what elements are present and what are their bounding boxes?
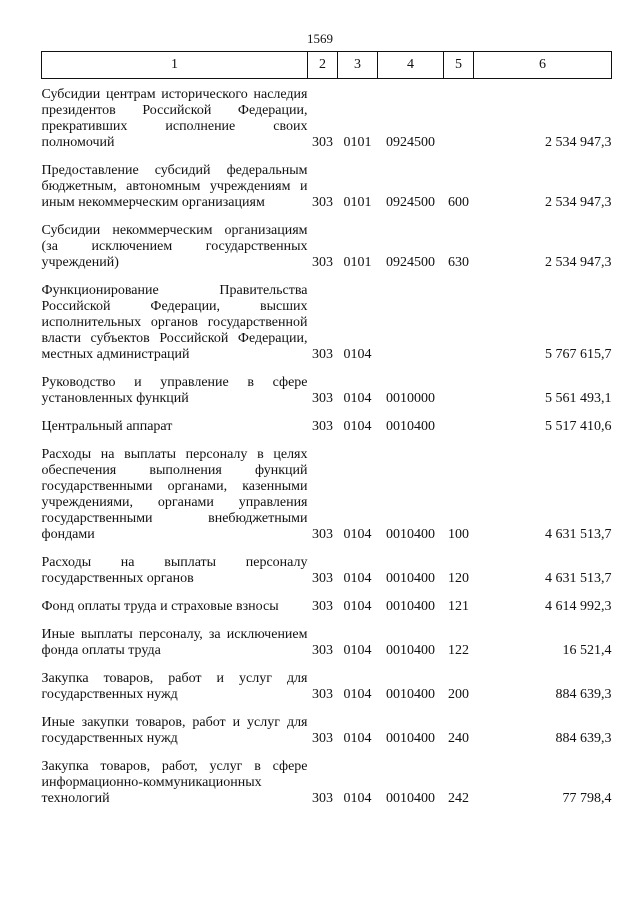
section-code: 0104 <box>343 527 372 542</box>
table-row <box>42 587 612 615</box>
expense-type-code: 122 <box>448 643 469 658</box>
col-header-target: 4 <box>378 52 444 79</box>
col-header-expense: 5 <box>444 52 474 79</box>
col-header-ministry: 2 <box>308 52 338 79</box>
target-code: 0010000 <box>386 391 435 406</box>
amount: 2 534 947,3 <box>545 195 612 210</box>
row-name: Закупка товаров, работ и услуг для государственных нужд <box>41 671 308 702</box>
section-code: 0104 <box>343 599 372 614</box>
expense-type-code <box>444 407 474 435</box>
col-header-amount: 6 <box>474 52 612 79</box>
amount: 884 639,3 <box>555 687 612 702</box>
table-row <box>42 615 612 659</box>
table-row <box>42 271 612 363</box>
row-name: Руководство и управление в сфере установленных функций <box>41 375 308 406</box>
ministry-code: 303 <box>312 527 333 542</box>
amount: 884 639,3 <box>555 731 612 746</box>
expense-type-code <box>444 79 474 152</box>
page-number: 1569 <box>307 31 333 46</box>
expense-type-code: 600 <box>448 195 469 210</box>
amount: 2 534 947,3 <box>545 135 612 150</box>
target-code: 0010400 <box>386 527 435 542</box>
ministry-code: 303 <box>312 419 333 434</box>
expense-type-code: 120 <box>448 571 469 586</box>
row-name: Иные выплаты персоналу, за исключением фонда оплаты труда <box>41 627 308 658</box>
row-name: Субсидии некоммерческим организациям (за исключением государственных учреждений) <box>41 223 308 270</box>
section-code: 0104 <box>343 391 372 406</box>
ministry-code: 303 <box>312 571 333 586</box>
table-row <box>42 211 612 271</box>
expense-type-code: 240 <box>448 731 469 746</box>
table-row <box>42 363 612 407</box>
expense-type-code: 121 <box>448 599 469 614</box>
table-row <box>42 703 612 747</box>
expense-type-code: 242 <box>448 791 469 806</box>
target-code: 0010400 <box>386 599 435 614</box>
target-code: 0010400 <box>386 571 435 586</box>
amount: 2 534 947,3 <box>545 255 612 270</box>
row-name: Предоставление субсидий федеральным бюджетным, автономным учреждениям и иным некоммерческим организациям <box>41 163 308 210</box>
ministry-code: 303 <box>312 731 333 746</box>
budget-table <box>41 51 612 807</box>
row-name: Закупка товаров, работ, услуг в сфере информационно-коммуникационных технологий <box>41 759 308 806</box>
target-code: 0010400 <box>386 687 435 702</box>
target-code: 0924500 <box>386 135 435 150</box>
table-row <box>42 543 612 587</box>
amount: 4 631 513,7 <box>545 527 612 542</box>
target-code: 0924500 <box>386 195 435 210</box>
section-code: 0104 <box>343 571 372 586</box>
row-name: Расходы на выплаты персоналу государственных органов <box>41 555 308 586</box>
ministry-code: 303 <box>312 643 333 658</box>
ministry-code: 303 <box>312 135 333 150</box>
amount: 4 614 992,3 <box>545 599 612 614</box>
expense-type-code: 630 <box>448 255 469 270</box>
row-name: Расходы на выплаты персоналу в целях обеспечения выполнения функций государственными органами, казенными учреждениями, органами управления государственными внебюджетными фондами <box>41 447 308 542</box>
target-code: 0010400 <box>386 791 435 806</box>
row-name: Функционирование Правительства Российской Федерации, высших исполнительных органов государственной власти субъектов Российской Федерации, местных администраций <box>41 283 308 362</box>
ministry-code: 303 <box>312 347 333 362</box>
ministry-code: 303 <box>312 195 333 210</box>
section-code: 0104 <box>343 731 372 746</box>
row-name: Центральный аппарат <box>41 419 173 434</box>
table-row <box>42 435 612 543</box>
expense-type-code: 100 <box>448 527 469 542</box>
section-code: 0104 <box>343 791 372 806</box>
ministry-code: 303 <box>312 687 333 702</box>
col-header-section: 3 <box>338 52 378 79</box>
table-row <box>42 407 612 435</box>
col-header-name: 1 <box>42 52 308 79</box>
target-code: 0924500 <box>386 255 435 270</box>
row-name: Иные закупки товаров, работ и услуг для государственных нужд <box>41 715 308 746</box>
expense-type-code <box>444 271 474 363</box>
ministry-code: 303 <box>312 255 333 270</box>
amount: 5 561 493,1 <box>545 391 612 406</box>
table-row <box>42 659 612 703</box>
section-code: 0101 <box>343 135 372 150</box>
section-code: 0101 <box>343 195 372 210</box>
section-code: 0104 <box>343 687 372 702</box>
ministry-code: 303 <box>312 791 333 806</box>
section-code: 0104 <box>343 347 372 362</box>
section-code: 0101 <box>343 255 372 270</box>
ministry-code: 303 <box>312 599 333 614</box>
table-row <box>42 747 612 807</box>
section-code: 0104 <box>343 643 372 658</box>
target-code: 0010400 <box>386 419 435 434</box>
expense-type-code <box>444 363 474 407</box>
expense-type-code: 200 <box>448 687 469 702</box>
amount: 16 521,4 <box>562 643 612 658</box>
ministry-code: 303 <box>312 391 333 406</box>
table-row <box>42 151 612 211</box>
amount: 77 798,4 <box>562 791 612 806</box>
target-code: 0010400 <box>386 731 435 746</box>
amount: 5 767 615,7 <box>545 347 612 362</box>
target-code <box>378 271 444 363</box>
table-row <box>42 79 612 152</box>
row-name: Фонд оплаты труда и страховые взносы <box>41 599 279 614</box>
target-code: 0010400 <box>386 643 435 658</box>
section-code: 0104 <box>343 419 372 434</box>
amount: 5 517 410,6 <box>545 419 612 434</box>
amount: 4 631 513,7 <box>545 571 612 586</box>
header-row <box>42 52 612 79</box>
row-name: Субсидии центрам исторического наследия президентов Российской Федерации, прекративших исполнение своих полномочий <box>41 87 308 150</box>
